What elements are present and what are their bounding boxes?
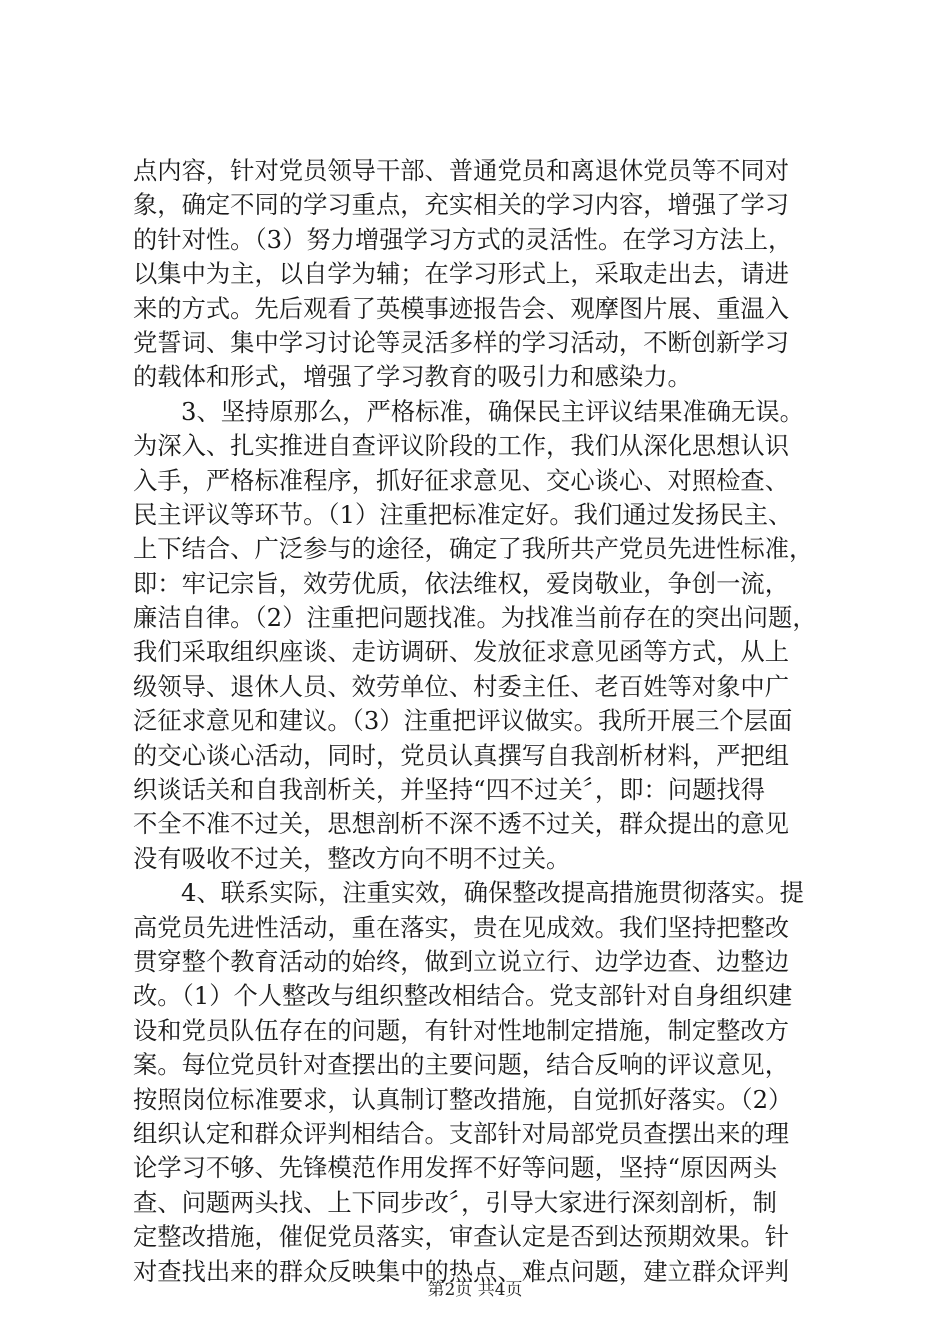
text-line: 设和党员队伍存在的问题，有针对性地制定措施，制定整改方 bbox=[133, 1015, 790, 1045]
text-line: 党誓词、集中学习讨论等灵活多样的学习活动，不断创新学习 bbox=[133, 327, 790, 357]
text-line: 为深入、扎实推进自查评议阶段的工作，我们从深化思想认识 bbox=[133, 431, 790, 461]
text-line: 织谈话关和自我剖析关，并坚持“四不过关〞，即：问题找得 bbox=[133, 775, 765, 805]
body-text bbox=[133, 154, 833, 1289]
text-line: 改。（1）个人整改与组织整改相结合。党支部针对自身组织建 bbox=[133, 981, 793, 1011]
page-footer bbox=[0, 1275, 950, 1300]
text-line: 定整改措施，催促党员落实，审查认定是否到达预期效果。针 bbox=[133, 1222, 790, 1252]
text-line: 对查找出来的群众反映集中的热点、难点问题，建立群众评判 bbox=[133, 1256, 790, 1286]
text-line: 来的方式。先后观看了英模事迹报告会、观摩图片展、重温入 bbox=[133, 293, 790, 323]
text-line: 的针对性。（3）努力增强学习方式的灵活性。在学习方法上， bbox=[133, 224, 793, 254]
text-line: 泛征求意见和建议。（3）注重把评议做实。我所开展三个层面 bbox=[133, 706, 793, 736]
text-line: 论学习不够、先锋模范作用发挥不好等问题，坚持“原因两头 bbox=[133, 1153, 778, 1183]
page-number-label: 第2页 共4页 bbox=[427, 1280, 523, 1300]
text-line: 查、问题两头找、上下同步改〞，引导大家进行深刻剖析，制 bbox=[133, 1187, 777, 1217]
text-line: 入手，严格标准程序，抓好征求意见、交心谈心、对照检查、 bbox=[133, 465, 790, 495]
text-line: 组织认定和群众评判相结合。支部针对局部党员查摆出来的理 bbox=[133, 1118, 790, 1148]
text-line: 的交心谈心活动，同时，党员认真撰写自我剖析材料，严把组 bbox=[133, 740, 790, 770]
text-line: 廉洁自律。（2）注重把问题找准。为找准当前存在的突出问题， bbox=[133, 603, 817, 633]
text-line: 即：牢记宗旨，效劳优质，依法维权，爱岗敬业，争创一流， bbox=[133, 568, 790, 598]
text-line: 按照岗位标准要求，认真制订整改措施，自觉抓好落实。（2） bbox=[133, 1084, 793, 1114]
text-line: 上下结合、广泛参与的途径，确定了我所共产党员先进性标准， bbox=[133, 534, 814, 564]
text-line: 民主评议等环节。（1）注重把标准定好。我们通过发扬民主、 bbox=[133, 499, 793, 529]
text-line: 不全不准不过关，思想剖析不深不透不过关，群众提出的意见 bbox=[133, 809, 790, 839]
text-line: 级领导、退休人员、效劳单位、村委主任、老百姓等对象中广 bbox=[133, 671, 790, 701]
text-line: 我们采取组织座谈、走访调研、发放征求意见函等方式，从上 bbox=[133, 637, 790, 667]
text-line: 以集中为主，以自学为辅；在学习形式上，采取走出去，请进 bbox=[133, 259, 790, 289]
text-line: 象，确定不同的学习重点，充实相关的学习内容，增强了学习 bbox=[133, 190, 790, 220]
text-line: 案。每位党员针对查摆出的主要问题，结合反响的评议意见， bbox=[133, 1050, 790, 1080]
text-line: 没有吸收不过关，整改方向不明不过关。 bbox=[133, 843, 571, 873]
text-line: 的载体和形式，增强了学习教育的吸引力和感染力。 bbox=[133, 362, 692, 392]
paragraph-start-line: 3、坚持原那么，严格标准，确保民主评议结果准确无误。 bbox=[181, 396, 804, 426]
text-line: 点内容，针对党员领导干部、普通党员和离退休党员等不同对 bbox=[133, 156, 790, 185]
text-line: 高党员先进性活动，重在落实，贵在见成效。我们坚持把整改 bbox=[133, 912, 790, 942]
paragraph-start-line: 4、联系实际，注重实效，确保整改提高措施贯彻落实。提 bbox=[181, 878, 804, 908]
text-line: 贯穿整个教育活动的始终，做到立说立行、边学边查、边整边 bbox=[133, 946, 790, 976]
